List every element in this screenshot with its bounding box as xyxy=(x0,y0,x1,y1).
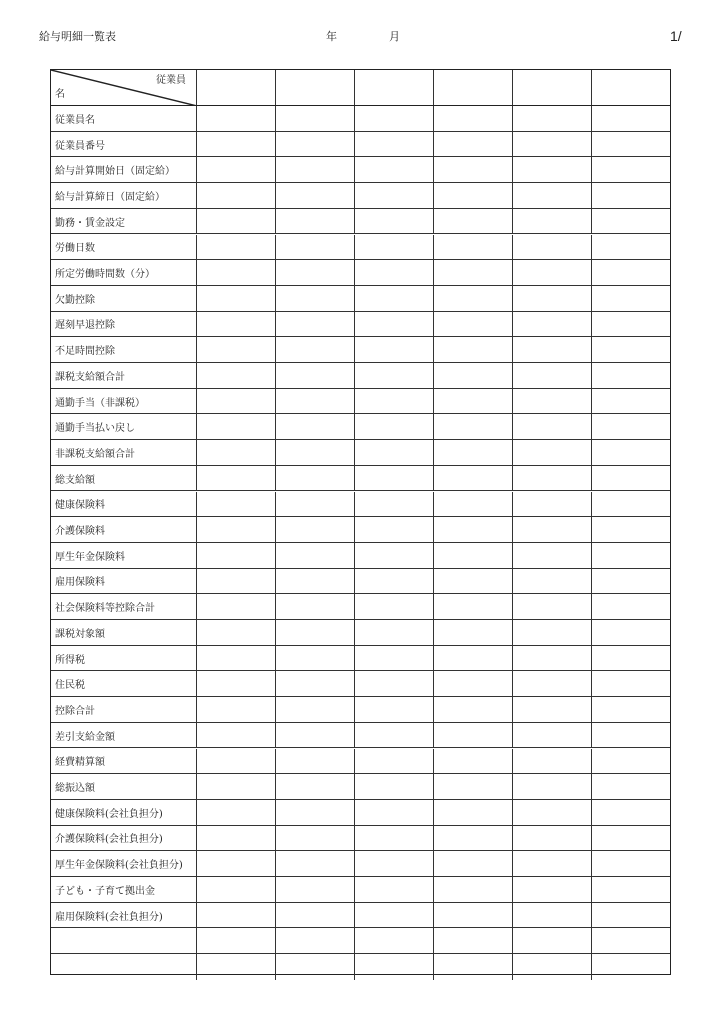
employee-6-cell[interactable] xyxy=(592,132,670,157)
employee-1-cell[interactable] xyxy=(197,183,276,208)
employee-4-cell[interactable] xyxy=(434,594,513,619)
employee-1-cell[interactable] xyxy=(197,517,276,542)
employee-1-cell[interactable] xyxy=(197,851,276,876)
employee-5-cell[interactable] xyxy=(513,774,592,799)
row-label: 社会保険料等控除合計 xyxy=(51,594,197,619)
employee-5-cell[interactable] xyxy=(513,671,592,696)
employee-2-cell[interactable] xyxy=(276,235,355,260)
employee-4-cell[interactable] xyxy=(434,774,513,799)
employee-3-cell[interactable] xyxy=(355,594,434,619)
row-label: 雇用保険料(会社負担分) xyxy=(51,903,197,928)
employee-6-cell[interactable] xyxy=(592,543,670,568)
employee-3-cell[interactable] xyxy=(355,774,434,799)
employee-1-cell[interactable] xyxy=(197,260,276,285)
employee-3-cell[interactable] xyxy=(355,517,434,542)
employee-6-cell[interactable] xyxy=(592,826,670,851)
employee-1-cell[interactable] xyxy=(197,106,276,131)
table-row xyxy=(51,414,670,440)
employee-3-cell[interactable] xyxy=(355,697,434,722)
table-header-row xyxy=(51,70,670,106)
row-label: 厚生年金保険料 xyxy=(51,543,197,568)
employee-3-cell[interactable] xyxy=(355,800,434,825)
employee-3-cell[interactable] xyxy=(355,235,434,260)
employee-2-cell[interactable] xyxy=(276,594,355,619)
employee-3-cell[interactable] xyxy=(355,826,434,851)
employee-3-cell[interactable] xyxy=(355,389,434,414)
employee-4-cell[interactable] xyxy=(434,517,513,542)
employee-3-cell[interactable] xyxy=(355,646,434,671)
employee-6-cell[interactable] xyxy=(592,183,670,208)
employee-2-cell[interactable] xyxy=(276,389,355,414)
employee-2-cell[interactable] xyxy=(276,903,355,928)
table-row xyxy=(51,389,670,415)
employee-2-cell[interactable] xyxy=(276,928,355,953)
employee-3-cell[interactable] xyxy=(355,414,434,439)
employee-4-cell[interactable] xyxy=(434,492,513,517)
corner-cell xyxy=(51,70,197,105)
row-label: 介護保険料 xyxy=(51,517,197,542)
employee-6-cell[interactable] xyxy=(592,851,670,876)
table-row xyxy=(51,440,670,466)
employee-5-cell[interactable] xyxy=(513,569,592,594)
table-row xyxy=(51,312,670,338)
employee-1-cell[interactable] xyxy=(197,774,276,799)
employee-3-cell[interactable] xyxy=(355,954,434,980)
employee-3-cell[interactable] xyxy=(355,620,434,645)
table-row xyxy=(51,260,670,286)
employee-4-cell[interactable] xyxy=(434,877,513,902)
table-row xyxy=(51,697,670,723)
employee-4-cell[interactable] xyxy=(434,620,513,645)
employee-4-cell[interactable] xyxy=(434,697,513,722)
employee-2-cell[interactable] xyxy=(276,312,355,337)
employee-5-cell[interactable] xyxy=(513,363,592,388)
employee-6-cell[interactable] xyxy=(592,749,670,774)
employee-5-cell[interactable] xyxy=(513,800,592,825)
employee-3-cell[interactable] xyxy=(355,70,434,105)
employee-4-cell[interactable] xyxy=(434,312,513,337)
employee-5-cell[interactable] xyxy=(513,132,592,157)
row-label: 健康保険料 xyxy=(51,492,197,517)
table-row xyxy=(51,928,670,954)
employee-4-cell[interactable] xyxy=(434,183,513,208)
employee-1-cell[interactable] xyxy=(197,157,276,182)
employee-1-cell[interactable] xyxy=(197,440,276,465)
employee-1-cell[interactable] xyxy=(197,209,276,234)
employee-6-cell[interactable] xyxy=(592,286,670,311)
employee-2-cell[interactable] xyxy=(276,286,355,311)
employee-4-cell[interactable] xyxy=(434,235,513,260)
employee-6-cell[interactable] xyxy=(592,389,670,414)
employee-1-cell[interactable] xyxy=(197,337,276,362)
row-label: 従業員名 xyxy=(51,106,197,131)
row-label: 子ども・子育て拠出金 xyxy=(51,877,197,902)
table-row xyxy=(51,646,670,672)
employee-5-cell[interactable] xyxy=(513,260,592,285)
employee-4-cell[interactable] xyxy=(434,260,513,285)
table-row xyxy=(51,517,670,543)
employee-1-cell[interactable] xyxy=(197,286,276,311)
employee-2-cell[interactable] xyxy=(276,337,355,362)
employee-3-cell[interactable] xyxy=(355,312,434,337)
employee-5-cell[interactable] xyxy=(513,954,592,980)
employee-1-cell[interactable] xyxy=(197,800,276,825)
employee-6-cell[interactable] xyxy=(592,235,670,260)
employee-3-cell[interactable] xyxy=(355,260,434,285)
employee-1-cell[interactable] xyxy=(197,312,276,337)
employee-2-cell[interactable] xyxy=(276,132,355,157)
employee-4-cell[interactable] xyxy=(434,543,513,568)
employee-5-cell[interactable] xyxy=(513,749,592,774)
employee-5-cell[interactable] xyxy=(513,106,592,131)
employee-3-cell[interactable] xyxy=(355,543,434,568)
employee-3-cell[interactable] xyxy=(355,209,434,234)
employee-2-cell[interactable] xyxy=(276,209,355,234)
table-row xyxy=(51,209,670,235)
employee-3-cell[interactable] xyxy=(355,466,434,491)
employee-3-cell[interactable] xyxy=(355,440,434,465)
employee-1-cell[interactable] xyxy=(197,723,276,748)
employee-5-cell[interactable] xyxy=(513,337,592,362)
row-label: 差引支給金額 xyxy=(51,723,197,748)
employee-1-cell[interactable] xyxy=(197,749,276,774)
employee-4-cell[interactable] xyxy=(434,800,513,825)
row-label: 経費精算額 xyxy=(51,749,197,774)
employee-5-cell[interactable] xyxy=(513,723,592,748)
employee-4-cell[interactable] xyxy=(434,286,513,311)
employee-1-cell[interactable] xyxy=(197,414,276,439)
employee-5-cell[interactable] xyxy=(513,466,592,491)
employee-6-cell[interactable] xyxy=(592,517,670,542)
employee-6-cell[interactable] xyxy=(592,800,670,825)
employee-6-cell[interactable] xyxy=(592,209,670,234)
table-row xyxy=(51,286,670,312)
employee-4-cell[interactable] xyxy=(434,209,513,234)
employee-3-cell[interactable] xyxy=(355,132,434,157)
employee-5-cell[interactable] xyxy=(513,209,592,234)
employee-2-cell[interactable] xyxy=(276,363,355,388)
employee-2-cell[interactable] xyxy=(276,183,355,208)
row-label: 健康保険料(会社負担分) xyxy=(51,800,197,825)
employee-1-cell[interactable] xyxy=(197,492,276,517)
row-label: 給与計算締日（固定給） xyxy=(51,183,197,208)
year-label: 年 xyxy=(326,30,337,43)
employee-6-cell[interactable] xyxy=(592,954,670,980)
employee-1-cell[interactable] xyxy=(197,569,276,594)
table-row xyxy=(51,954,670,980)
employee-2-cell[interactable] xyxy=(276,157,355,182)
employee-2-cell[interactable] xyxy=(276,492,355,517)
employee-4-cell[interactable] xyxy=(434,132,513,157)
table-row xyxy=(51,106,670,132)
employee-3-cell[interactable] xyxy=(355,723,434,748)
row-label: 総振込額 xyxy=(51,774,197,799)
employee-6-cell[interactable] xyxy=(592,337,670,362)
row-label: 雇用保険料 xyxy=(51,569,197,594)
employee-2-cell[interactable] xyxy=(276,260,355,285)
table-row xyxy=(51,235,670,261)
table-row xyxy=(51,492,670,518)
employee-6-cell[interactable] xyxy=(592,646,670,671)
employee-2-cell[interactable] xyxy=(276,851,355,876)
employee-4-cell[interactable] xyxy=(434,363,513,388)
table-row xyxy=(51,749,670,775)
table-row xyxy=(51,851,670,877)
employee-5-cell[interactable] xyxy=(513,70,592,105)
employee-5-cell[interactable] xyxy=(513,440,592,465)
row-label: 非課税支給額合計 xyxy=(51,440,197,465)
employee-6-cell[interactable] xyxy=(592,70,670,105)
employee-1-cell[interactable] xyxy=(197,954,276,980)
payroll-summary-table xyxy=(50,69,671,975)
employee-4-cell[interactable] xyxy=(434,749,513,774)
employee-4-cell[interactable] xyxy=(434,389,513,414)
employee-1-cell[interactable] xyxy=(197,903,276,928)
employee-1-cell[interactable] xyxy=(197,363,276,388)
employee-3-cell[interactable] xyxy=(355,157,434,182)
employee-2-cell[interactable] xyxy=(276,954,355,980)
employee-4-cell[interactable] xyxy=(434,466,513,491)
employee-3-cell[interactable] xyxy=(355,337,434,362)
employee-1-cell[interactable] xyxy=(197,543,276,568)
employee-2-cell[interactable] xyxy=(276,106,355,131)
employee-3-cell[interactable] xyxy=(355,106,434,131)
row-label: 介護保険料(会社負担分) xyxy=(51,826,197,851)
row-label: 厚生年金保険料(会社負担分) xyxy=(51,851,197,876)
table-row xyxy=(51,671,670,697)
employee-2-cell[interactable] xyxy=(276,569,355,594)
employee-5-cell[interactable] xyxy=(513,183,592,208)
employee-6-cell[interactable] xyxy=(592,723,670,748)
row-label: 労働日数 xyxy=(51,235,197,260)
employee-6-cell[interactable] xyxy=(592,106,670,131)
row-label: 欠勤控除 xyxy=(51,286,197,311)
employee-1-cell[interactable] xyxy=(197,877,276,902)
employee-5-cell[interactable] xyxy=(513,928,592,953)
table-row xyxy=(51,877,670,903)
employee-5-cell[interactable] xyxy=(513,903,592,928)
employee-1-cell[interactable] xyxy=(197,594,276,619)
employee-1-cell[interactable] xyxy=(197,928,276,953)
employee-3-cell[interactable] xyxy=(355,928,434,953)
employee-2-cell[interactable] xyxy=(276,414,355,439)
employee-3-cell[interactable] xyxy=(355,569,434,594)
employee-6-cell[interactable] xyxy=(592,492,670,517)
employee-4-cell[interactable] xyxy=(434,646,513,671)
employee-2-cell[interactable] xyxy=(276,543,355,568)
month-label: 月 xyxy=(389,30,400,43)
table-row xyxy=(51,826,670,852)
corner-name-label: 名 xyxy=(55,89,65,100)
table-row xyxy=(51,594,670,620)
employee-5-cell[interactable] xyxy=(513,877,592,902)
row-label: 遅刻早退控除 xyxy=(51,312,197,337)
employee-3-cell[interactable] xyxy=(355,286,434,311)
employee-4-cell[interactable] xyxy=(434,954,513,980)
employee-6-cell[interactable] xyxy=(592,594,670,619)
employee-4-cell[interactable] xyxy=(434,70,513,105)
employee-2-cell[interactable] xyxy=(276,749,355,774)
employee-6-cell[interactable] xyxy=(592,466,670,491)
row-label: 不足時間控除 xyxy=(51,337,197,362)
employee-4-cell[interactable] xyxy=(434,671,513,696)
employee-4-cell[interactable] xyxy=(434,440,513,465)
employee-2-cell[interactable] xyxy=(276,620,355,645)
table-row xyxy=(51,337,670,363)
employee-6-cell[interactable] xyxy=(592,312,670,337)
employee-4-cell[interactable] xyxy=(434,569,513,594)
table-row xyxy=(51,800,670,826)
employee-2-cell[interactable] xyxy=(276,697,355,722)
employee-5-cell[interactable] xyxy=(513,157,592,182)
employee-4-cell[interactable] xyxy=(434,723,513,748)
employee-1-cell[interactable] xyxy=(197,620,276,645)
employee-1-cell[interactable] xyxy=(197,70,276,105)
employee-3-cell[interactable] xyxy=(355,492,434,517)
employee-6-cell[interactable] xyxy=(592,877,670,902)
employee-5-cell[interactable] xyxy=(513,826,592,851)
row-label: 勤務・賃金設定 xyxy=(51,209,197,234)
page-number: 1/ xyxy=(670,28,682,44)
table-row xyxy=(51,132,670,158)
employee-1-cell[interactable] xyxy=(197,671,276,696)
employee-2-cell[interactable] xyxy=(276,723,355,748)
row-label: 通勤手当払い戻し xyxy=(51,414,197,439)
row-label: 従業員番号 xyxy=(51,132,197,157)
employee-3-cell[interactable] xyxy=(355,877,434,902)
employee-6-cell[interactable] xyxy=(592,440,670,465)
employee-6-cell[interactable] xyxy=(592,363,670,388)
employee-3-cell[interactable] xyxy=(355,183,434,208)
row-label: 所定労働時間数（分） xyxy=(51,260,197,285)
employee-5-cell[interactable] xyxy=(513,389,592,414)
table-row xyxy=(51,466,670,492)
employee-2-cell[interactable] xyxy=(276,774,355,799)
employee-5-cell[interactable] xyxy=(513,312,592,337)
employee-3-cell[interactable] xyxy=(355,903,434,928)
employee-4-cell[interactable] xyxy=(434,928,513,953)
employee-1-cell[interactable] xyxy=(197,697,276,722)
employee-2-cell[interactable] xyxy=(276,70,355,105)
employee-5-cell[interactable] xyxy=(513,851,592,876)
employee-4-cell[interactable] xyxy=(434,337,513,362)
row-label: 住民税 xyxy=(51,671,197,696)
employee-3-cell[interactable] xyxy=(355,363,434,388)
table-row xyxy=(51,903,670,929)
row-label xyxy=(51,928,197,953)
table-row xyxy=(51,723,670,749)
employee-1-cell[interactable] xyxy=(197,826,276,851)
employee-4-cell[interactable] xyxy=(434,903,513,928)
table-row xyxy=(51,569,670,595)
employee-5-cell[interactable] xyxy=(513,697,592,722)
employee-6-cell[interactable] xyxy=(592,903,670,928)
employee-2-cell[interactable] xyxy=(276,826,355,851)
row-label: 所得税 xyxy=(51,646,197,671)
employee-2-cell[interactable] xyxy=(276,466,355,491)
employee-6-cell[interactable] xyxy=(592,774,670,799)
table-row xyxy=(51,363,670,389)
employee-6-cell[interactable] xyxy=(592,620,670,645)
employee-2-cell[interactable] xyxy=(276,800,355,825)
employee-4-cell[interactable] xyxy=(434,106,513,131)
employee-3-cell[interactable] xyxy=(355,671,434,696)
employee-1-cell[interactable] xyxy=(197,389,276,414)
employee-5-cell[interactable] xyxy=(513,492,592,517)
employee-6-cell[interactable] xyxy=(592,671,670,696)
employee-5-cell[interactable] xyxy=(513,620,592,645)
employee-5-cell[interactable] xyxy=(513,543,592,568)
employee-2-cell[interactable] xyxy=(276,440,355,465)
employee-2-cell[interactable] xyxy=(276,671,355,696)
employee-4-cell[interactable] xyxy=(434,157,513,182)
document-title: 給与明細一覧表 xyxy=(39,30,116,43)
employee-5-cell[interactable] xyxy=(513,235,592,260)
employee-2-cell[interactable] xyxy=(276,877,355,902)
employee-6-cell[interactable] xyxy=(592,157,670,182)
employee-4-cell[interactable] xyxy=(434,851,513,876)
employee-6-cell[interactable] xyxy=(592,697,670,722)
table-row xyxy=(51,543,670,569)
employee-1-cell[interactable] xyxy=(197,466,276,491)
row-label: 控除合計 xyxy=(51,697,197,722)
employee-6-cell[interactable] xyxy=(592,414,670,439)
row-label: 給与計算開始日（固定給） xyxy=(51,157,197,182)
employee-2-cell[interactable] xyxy=(276,517,355,542)
employee-5-cell[interactable] xyxy=(513,646,592,671)
table-row xyxy=(51,620,670,646)
table-row xyxy=(51,183,670,209)
row-label: 総支給額 xyxy=(51,466,197,491)
employee-5-cell[interactable] xyxy=(513,594,592,619)
employee-2-cell[interactable] xyxy=(276,646,355,671)
employee-6-cell[interactable] xyxy=(592,569,670,594)
employee-4-cell[interactable] xyxy=(434,414,513,439)
employee-3-cell[interactable] xyxy=(355,749,434,774)
row-label: 課税対象額 xyxy=(51,620,197,645)
employee-6-cell[interactable] xyxy=(592,260,670,285)
row-label: 通勤手当（非課税） xyxy=(51,389,197,414)
row-label xyxy=(51,954,197,980)
employee-5-cell[interactable] xyxy=(513,414,592,439)
employee-1-cell[interactable] xyxy=(197,235,276,260)
table-row xyxy=(51,774,670,800)
employee-5-cell[interactable] xyxy=(513,517,592,542)
row-label: 課税支給額合計 xyxy=(51,363,197,388)
employee-4-cell[interactable] xyxy=(434,826,513,851)
employee-5-cell[interactable] xyxy=(513,286,592,311)
employee-6-cell[interactable] xyxy=(592,928,670,953)
employee-1-cell[interactable] xyxy=(197,132,276,157)
corner-employee-label: 従業員 xyxy=(156,75,186,86)
table-row xyxy=(51,157,670,183)
employee-1-cell[interactable] xyxy=(197,646,276,671)
employee-3-cell[interactable] xyxy=(355,851,434,876)
